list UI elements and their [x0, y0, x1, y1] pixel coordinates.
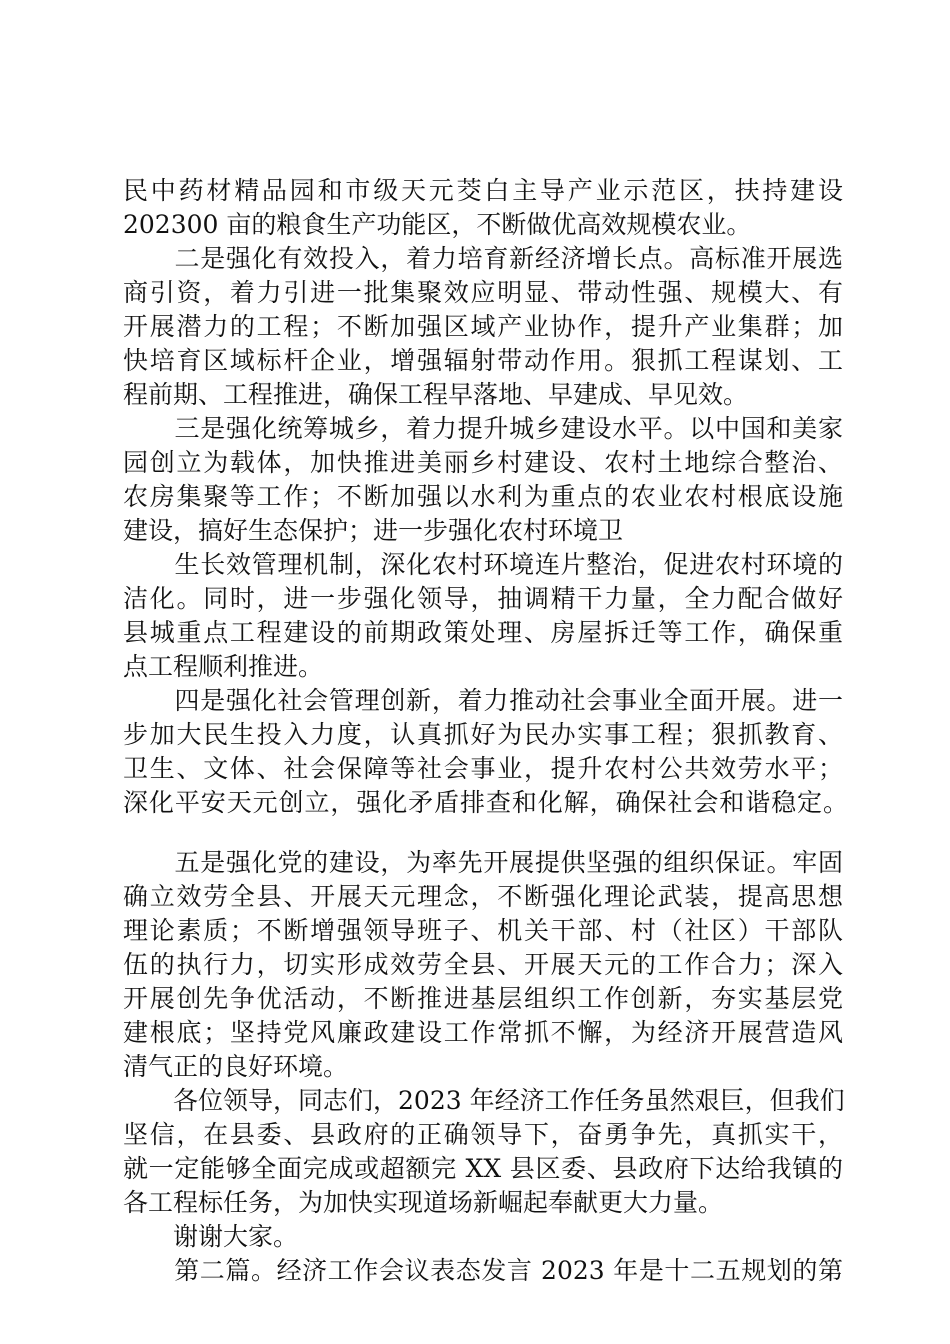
text-line: 深化平安天元创立，强化矛盾排查和化解，确保社会和谐稳定。: [123, 788, 848, 817]
text-line: 卫生、文体、社会保障等社会事业，提升农村公共效劳水平；: [123, 754, 843, 783]
text-line: 三是强化统筹城乡，着力提升城乡建设水平。以中国和美家: [123, 414, 843, 443]
text-line: 确立效劳全县、开展天元理念，不断强化理论武装，提高思想: [123, 882, 843, 911]
text-line: 各位领导，同志们，2023 年经济工作任务虽然艰巨，但我们: [123, 1086, 845, 1115]
text-line: 农房集聚等工作；不断加强以水利为重点的农业农村根底设施: [123, 482, 843, 511]
text-line: 园创立为载体，加快推进美丽乡村建设、农村土地综合整治、: [123, 448, 843, 477]
text-line: 生长效管理机制，深化农村环境连片整治，促进农村环境的: [123, 550, 843, 579]
text-line: 理论素质；不断增强领导班子、机关干部、村（社区）干部队: [123, 916, 843, 945]
text-line: 清气正的良好环境。: [123, 1052, 349, 1081]
text-line: 就一定能够全面完成或超额完 XX 县区委、县政府下达给我镇的: [123, 1154, 843, 1183]
text-line: 程前期、工程推进，确保工程早落地、早建成、早见效。: [123, 380, 749, 409]
text-line: 洁化。同时，进一步强化领导，抽调精干力量，全力配合做好: [123, 584, 843, 613]
text-line: 伍的执行力，切实形成效劳全县、开展天元的工作合力；深入: [123, 950, 843, 979]
text-line: 四是强化社会管理创新，着力推动社会事业全面开展。进一: [123, 686, 843, 715]
text-line: 二是强化有效投入，着力培育新经济增长点。高标准开展选: [123, 244, 843, 273]
text-line: 快培育区域标杆企业，增强辐射带动作用。狠抓工程谋划、工: [123, 346, 843, 375]
text-line: 开展潜力的工程；不断加强区域产业协作，提升产业集群；加: [123, 312, 843, 341]
text-line: 谢谢大家。: [123, 1222, 299, 1251]
text-line: 五是强化党的建设，为率先开展提供坚强的组织保证。牢固: [123, 848, 843, 877]
text-line: 各工程标任务，为加快实现道场新崛起奉献更大力量。: [123, 1188, 724, 1217]
text-line: 建根底；坚持党风廉政建设工作常抓不懈，为经济开展营造风: [123, 1018, 843, 1047]
text-line: 第二篇。经济工作会议表态发言 2023 年是十二五规划的第: [123, 1256, 843, 1285]
text-line: 县城重点工程建设的前期政策处理、房屋拆迁等工作，确保重: [123, 618, 843, 647]
text-line: 坚信，在县委、县政府的正确领导下，奋勇争先，真抓实干，: [123, 1120, 843, 1149]
text-line: 开展创先争优活动，不断推进基层组织工作创新，夯实基层党: [123, 984, 843, 1013]
text-line: 建设，搞好生态保护；进一步强化农村环境卫: [123, 516, 624, 545]
text-line: 商引资，着力引进一批集聚效应明显、带动性强、规模大、有: [123, 278, 843, 307]
text-line: 步加大民生投入力度，认真抓好为民办实事工程；狠抓教育、: [123, 720, 843, 749]
text-line: 点工程顺利推进。: [123, 652, 324, 681]
text-line: 民中药材精品园和市级天元茭白主导产业示范区，扶持建设: [123, 176, 843, 205]
text-line: 202300 亩的粮食生产功能区，不断做优高效规模农业。: [123, 210, 752, 239]
